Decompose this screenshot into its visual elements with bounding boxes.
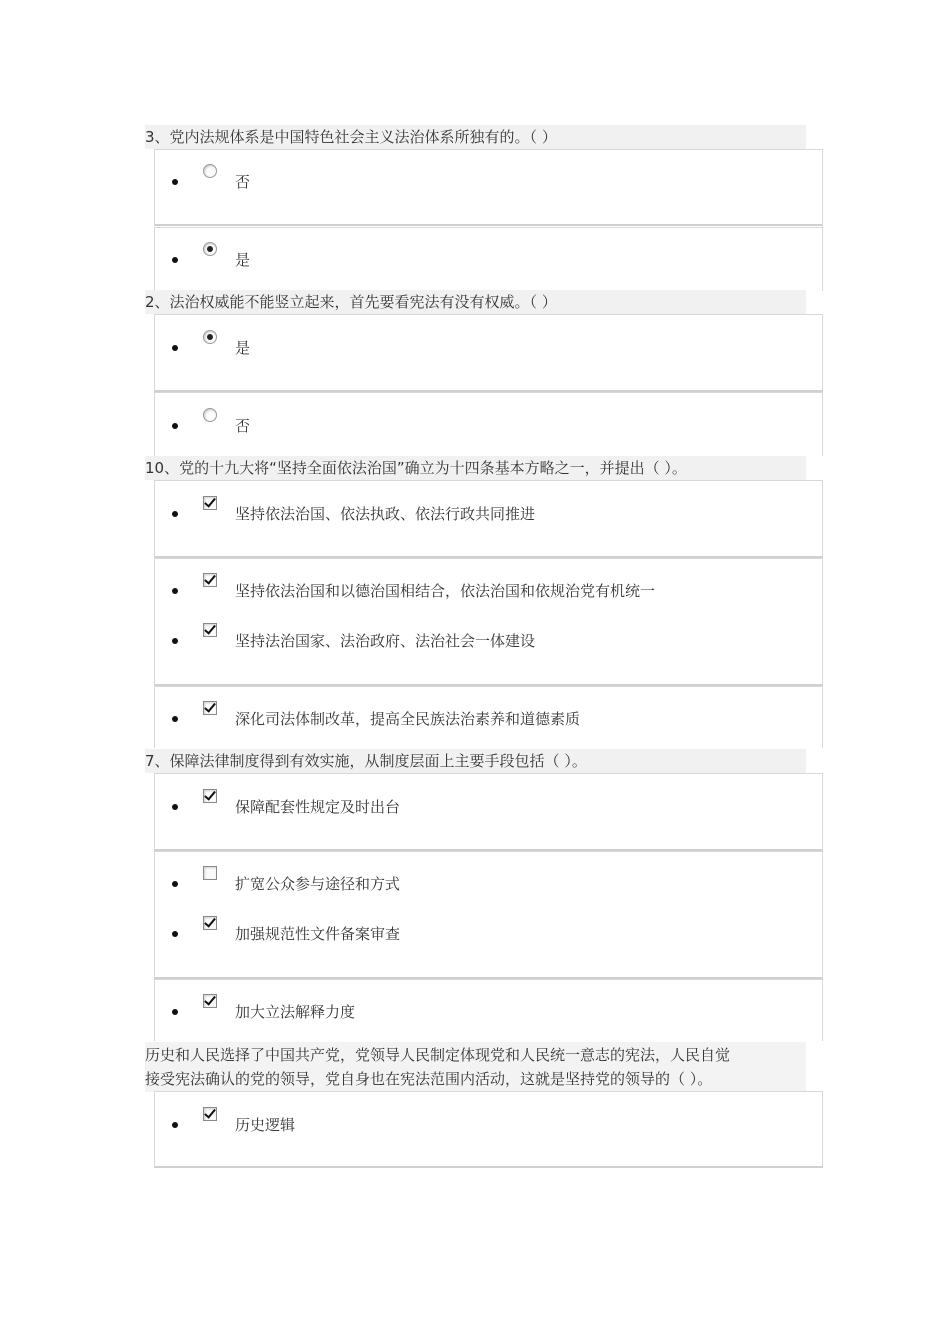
option-label: 坚持依法治国、依法执政、依法行政共同推进: [235, 505, 536, 523]
option-label: 保障配套性规定及时出台: [235, 798, 401, 816]
option-label: 是: [235, 251, 251, 269]
bullet-icon: [172, 588, 178, 594]
question-title: 7、保障法律制度得到有效实施，从制度层面上主要手段包括（ ）。: [145, 749, 806, 773]
bullet-icon: [172, 257, 178, 263]
option-row[interactable]: [155, 1000, 815, 1024]
checkbox-checked[interactable]: [203, 496, 217, 510]
checkbox[interactable]: [203, 866, 217, 880]
option-row[interactable]: [155, 1113, 815, 1137]
bullet-icon: [172, 179, 178, 185]
radio-button-selected[interactable]: [203, 330, 217, 344]
option-row[interactable]: [155, 629, 815, 653]
question-title: 3、党内法规体系是中国特色社会主义法治体系所独有的。（ ）: [145, 125, 806, 149]
checkbox-checked[interactable]: [203, 701, 217, 715]
bullet-icon: [172, 931, 178, 937]
option-label: 历史逻辑: [235, 1116, 296, 1134]
bullet-icon: [172, 716, 178, 722]
checkbox-checked[interactable]: [203, 994, 217, 1008]
radio-button[interactable]: [203, 408, 217, 422]
option-box: [154, 558, 823, 686]
question-title: 10、党的十九大将“坚持全面依法治国”确立为十四条基本方略之一，并提出（ ）。: [145, 456, 806, 480]
checkbox-checked[interactable]: [203, 1107, 217, 1121]
option-row[interactable]: [155, 872, 815, 896]
option-box: [154, 314, 823, 392]
option-row[interactable]: [155, 795, 815, 819]
option-label: 加强规范性文件备案审查: [235, 925, 401, 943]
option-box: [154, 979, 823, 1041]
option-box: [154, 686, 823, 748]
bullet-icon: [172, 511, 178, 517]
option-label: 否: [235, 173, 251, 191]
option-row[interactable]: [155, 707, 815, 731]
bullet-icon: [172, 638, 178, 644]
option-box: [154, 227, 823, 291]
bullet-icon: [172, 881, 178, 887]
option-box: [154, 149, 823, 226]
radio-button[interactable]: [203, 164, 217, 178]
option-box: [154, 851, 823, 979]
checkbox-checked[interactable]: [203, 623, 217, 637]
option-row[interactable]: [155, 579, 815, 603]
option-label: 扩宽公众参与途径和方式: [235, 875, 401, 893]
option-row[interactable]: [155, 336, 815, 360]
option-row[interactable]: [155, 922, 815, 946]
bullet-icon: [172, 423, 178, 429]
bullet-icon: [172, 804, 178, 810]
bullet-icon: [172, 1122, 178, 1128]
checkbox-checked[interactable]: [203, 789, 217, 803]
bullet-icon: [172, 345, 178, 351]
option-row[interactable]: [155, 248, 815, 272]
question-title: [145, 1042, 806, 1092]
bullet-icon: [172, 1009, 178, 1015]
option-box: [154, 480, 823, 558]
question-title: 2、法治权威能不能竖立起来，首先要看宪法有没有权威。（ ）: [145, 290, 806, 314]
option-box: [154, 392, 823, 456]
option-label: 深化司法体制改革，提高全民族法治素养和道德素质: [235, 710, 581, 728]
question-title-line: 接受宪法确认的党的领导，党自身也在宪法范围内活动，这就是坚持党的领导的（ ）。: [145, 1070, 713, 1088]
checkbox-checked[interactable]: [203, 573, 217, 587]
option-row[interactable]: [155, 502, 815, 526]
option-label: 坚持法治国家、法治政府、法治社会一体建设: [235, 632, 536, 650]
checkbox-checked[interactable]: [203, 916, 217, 930]
option-row[interactable]: [155, 414, 815, 438]
option-label: 是: [235, 339, 251, 357]
option-label: 加大立法解释力度: [235, 1003, 356, 1021]
option-box: [154, 1091, 823, 1168]
radio-button-selected[interactable]: [203, 242, 217, 256]
question-title-line: 历史和人民选择了中国共产党，党领导人民制定体现党和人民统一意志的宪法，人民自觉: [145, 1046, 731, 1064]
option-label: 坚持依法治国和以德治国相结合，依法治国和依规治党有机统一: [235, 582, 656, 600]
option-row[interactable]: [155, 170, 815, 194]
option-box: [154, 773, 823, 851]
option-label: 否: [235, 417, 251, 435]
